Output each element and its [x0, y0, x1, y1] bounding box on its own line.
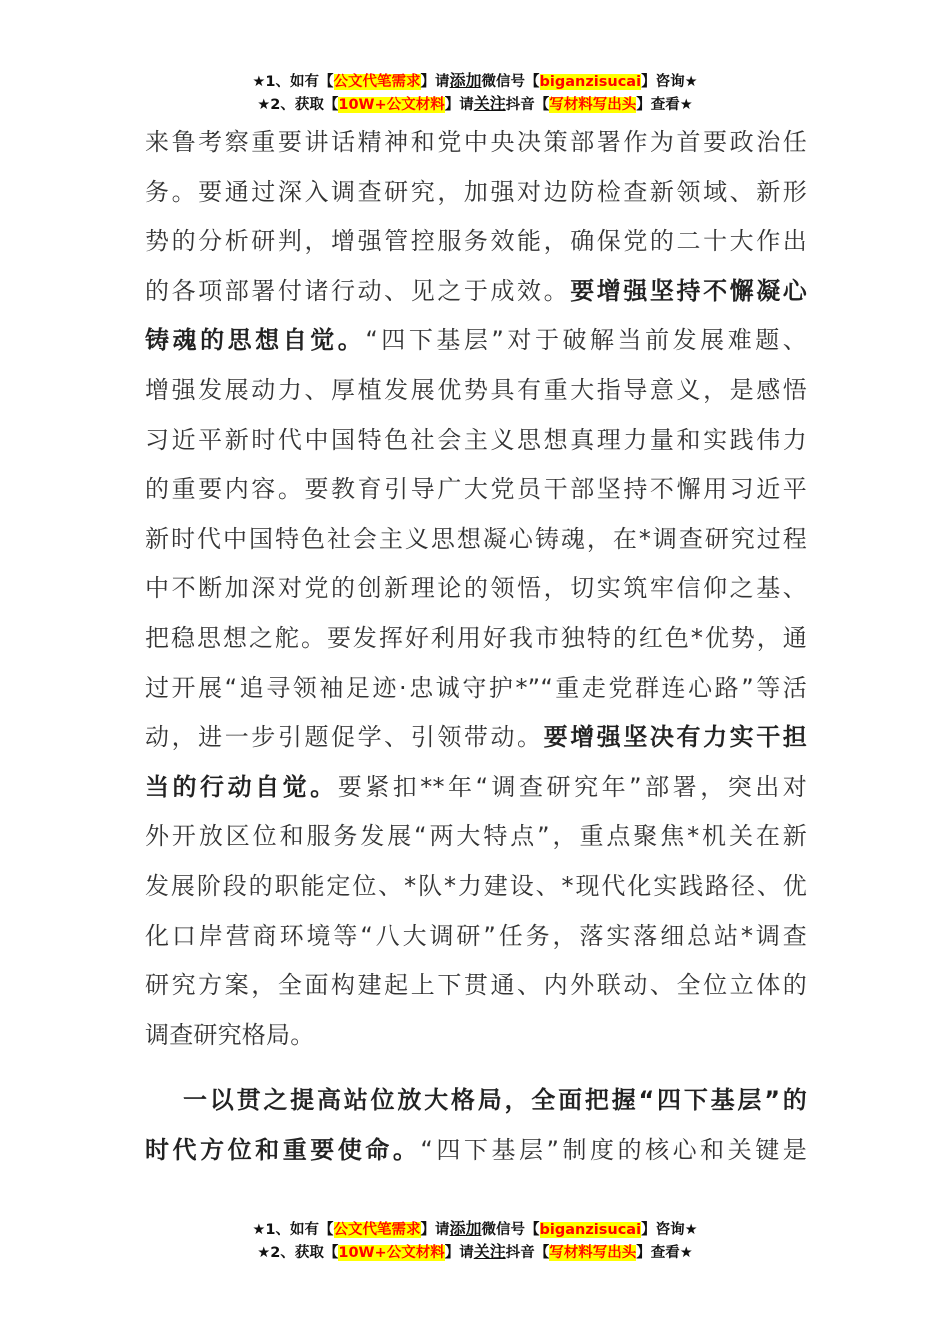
bold-heading: 要增强坚持不懈凝心	[570, 276, 807, 305]
notice-text: 】咨询★	[641, 1222, 698, 1238]
body-line: 中不断加深对党的创新理论的领悟，切实筑牢信仰之基、	[145, 574, 807, 603]
bold-heading: 铸魂的思想自觉。	[145, 326, 366, 355]
notice-text: 微信号【	[481, 74, 540, 90]
highlight-douyin: 写材料写出头	[549, 1245, 637, 1261]
notice-text: 】查看★	[636, 97, 693, 113]
notice-emphasis: 关注	[473, 1242, 506, 1261]
body-line: 外开放区位和服务发展“两大特点”，重点聚焦*机关在新	[145, 822, 807, 851]
body-text: 要紧扣**年“调查研究年”部署，突出对	[337, 772, 807, 801]
body-line	[145, 267, 807, 317]
highlight-service: 公文代笔需求	[333, 74, 421, 90]
body-line: 来鲁考察重要讲话精神和党中央决策部署作为首要政治任	[145, 128, 807, 156]
notice-line-1	[0, 70, 950, 93]
bold-heading: 要增强坚决有力实干担	[543, 723, 807, 752]
highlight-wechat-id: biganzisucai	[539, 74, 642, 90]
highlight-materials: 10W+公文材料	[338, 1245, 445, 1261]
body-line: 势的分析研判，增强管控服务效能，确保党的二十大作出	[145, 227, 807, 256]
body-line: 习近平新时代中国特色社会主义思想真理力量和实践伟力	[145, 425, 807, 454]
body-line: 增强发展动力、厚植发展优势具有重大指导意义，是感悟	[145, 375, 807, 404]
footer-notice	[0, 1218, 950, 1264]
body-line: 把稳思想之舵。要发挥好利用好我市独特的红色*优势，通	[145, 623, 807, 652]
body-line	[145, 1126, 807, 1176]
body-line	[145, 713, 807, 763]
notice-text: 】咨询★	[641, 74, 698, 90]
body-text: 动，进一步引题促学、引领带动。	[145, 723, 544, 752]
body-line: 过开展“追寻领袖足迹·忠诚守护*”“重走党群连心路”等活	[145, 673, 807, 702]
notice-text: 】查看★	[636, 1245, 693, 1261]
notice-text: 2、获取【	[270, 1245, 339, 1261]
star-icon: ★	[257, 1245, 271, 1261]
body-line	[145, 316, 807, 366]
notice-text: 】请	[420, 74, 450, 90]
notice-emphasis: 关注	[473, 94, 506, 113]
notice-text: 】请	[420, 1222, 450, 1238]
header-notice	[0, 70, 950, 116]
notice-text: 1、如有【	[265, 74, 334, 90]
notice-text: 微信号【	[481, 1222, 540, 1238]
body-text: “四下基层”对于破解当前发展难题、	[365, 326, 807, 355]
notice-text: 2、获取【	[270, 97, 339, 113]
star-icon: ★	[257, 97, 271, 113]
body-line: 研究方案，全面构建起上下贯通、内外联动、全位立体的	[145, 971, 807, 1000]
body-line: 的重要内容。要教育引导广大党员干部坚持不懈用习近平	[145, 475, 807, 504]
notice-line-2	[0, 93, 950, 116]
highlight-materials: 10W+公文材料	[338, 97, 445, 113]
body-line: 务。要通过深入调查研究，加强对边防检查新领域、新形	[145, 177, 807, 206]
body-line: 化口岸营商环境等“八大调研”任务，落实落细总站*调查	[145, 921, 807, 950]
body-text: 的各项部署付诸行动、见之于成效。	[145, 276, 571, 305]
notice-emphasis: 添加	[449, 1219, 482, 1238]
notice-text: 抖音【	[505, 1245, 550, 1261]
highlight-wechat-id: biganzisucai	[539, 1222, 642, 1238]
body-line: 发展阶段的职能定位、*队*力建设、*现代化实践路径、优	[145, 871, 807, 900]
notice-text: 】请	[444, 97, 474, 113]
star-icon: ★	[252, 1222, 266, 1238]
section-heading-line: 一以贯之提高站位放大格局，全面把握“四下基层”的	[183, 1086, 807, 1115]
star-icon: ★	[252, 74, 266, 90]
bold-heading: 当的行动自觉。	[145, 772, 338, 801]
notice-text: 抖音【	[505, 97, 550, 113]
body-text: “四下基层”制度的核心和关键是	[420, 1135, 807, 1164]
bold-heading: 时代方位和重要使命。	[145, 1135, 421, 1164]
highlight-douyin: 写材料写出头	[549, 97, 637, 113]
highlight-service: 公文代笔需求	[333, 1222, 421, 1238]
paragraph-gap	[145, 1060, 807, 1076]
body-line: 新时代中国特色社会主义思想凝心铸魂，在*调查研究过程	[145, 524, 807, 553]
document-body	[145, 118, 807, 1175]
notice-line-2	[0, 1241, 950, 1264]
body-line	[145, 763, 807, 813]
notice-text: 】请	[444, 1245, 474, 1261]
notice-emphasis: 添加	[449, 71, 482, 90]
notice-line-1	[0, 1218, 950, 1241]
notice-text: 1、如有【	[265, 1222, 334, 1238]
body-line: 调查研究格局。	[145, 1020, 315, 1049]
